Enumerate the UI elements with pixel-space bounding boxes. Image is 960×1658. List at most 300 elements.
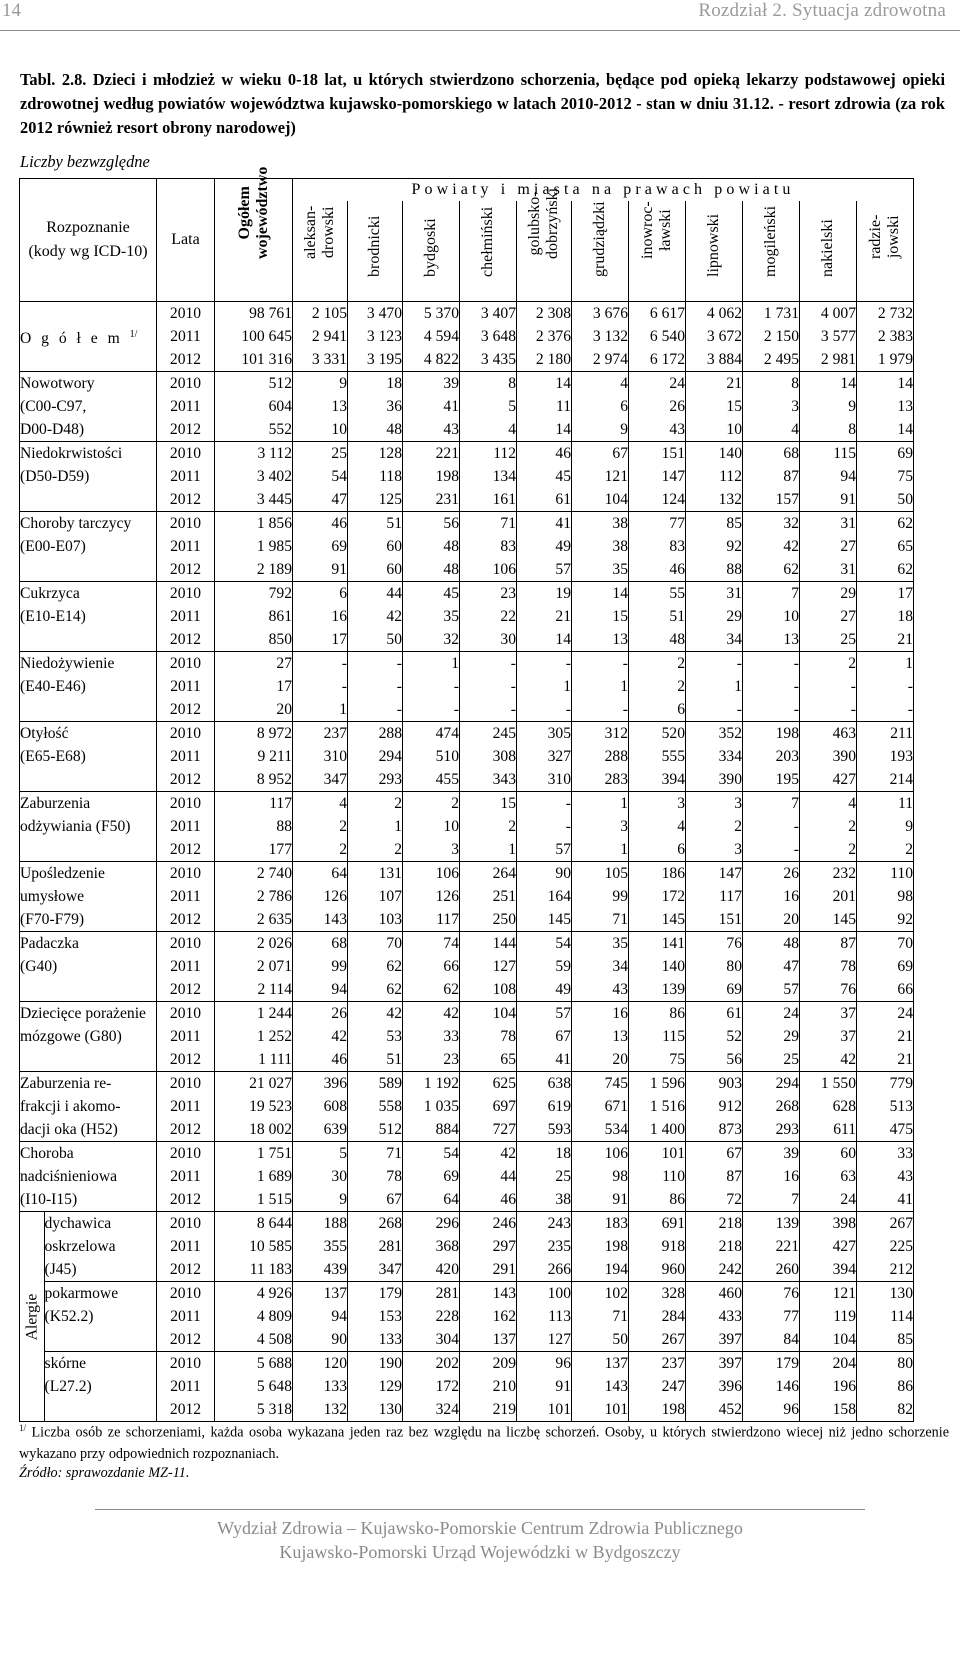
diagnosis-label [20, 442, 157, 512]
district-value-cell: 66 [403, 955, 460, 978]
district-value-cell: 394 [800, 1258, 857, 1282]
district-value-cell: 172 [629, 885, 686, 908]
year-cell: 2010 [157, 1352, 215, 1376]
district-value-cell: 10 [293, 418, 348, 442]
district-value-cell: 39 [403, 372, 460, 396]
district-value-cell: 3 676 [572, 302, 629, 326]
year-cell: 2010 [157, 652, 215, 676]
district-header-label [819, 219, 837, 277]
district-value-cell: 355 [293, 1235, 348, 1258]
district-value-cell: 62 [403, 978, 460, 1002]
district-value-cell: 1 516 [629, 1095, 686, 1118]
district-value-cell: 460 [686, 1282, 743, 1306]
district-header [800, 201, 857, 302]
year-cell: 2011 [157, 395, 215, 418]
total-cell: 10 585 [215, 1235, 293, 1258]
district-header-label [526, 188, 562, 259]
district-value-cell: 35 [572, 558, 629, 582]
diagnosis-label [20, 792, 157, 862]
district-value-cell: 44 [348, 582, 403, 606]
district-value-cell: 190 [348, 1352, 403, 1376]
total-cell: 1 111 [215, 1048, 293, 1072]
diagnosis-label [20, 1072, 157, 1142]
district-value-cell: 129 [348, 1375, 403, 1398]
district-value-cell: 56 [403, 512, 460, 536]
district-header [460, 201, 517, 302]
district-value-cell: - [460, 675, 517, 698]
district-value-cell: 27 [800, 535, 857, 558]
district-value-cell: 2 [629, 675, 686, 698]
district-value-cell: 198 [403, 465, 460, 488]
district-value-cell: 76 [743, 1282, 800, 1306]
district-value-cell: 48 [348, 418, 403, 442]
district-value-cell: 589 [348, 1072, 403, 1096]
year-cell: 2011 [157, 1165, 215, 1188]
district-value-cell: 1 596 [629, 1072, 686, 1096]
district-value-cell: 250 [460, 908, 517, 932]
district-value-cell: 41 [857, 1188, 914, 1212]
district-value-cell: 80 [686, 955, 743, 978]
district-value-cell: 912 [686, 1095, 743, 1118]
district-value-cell: 1 400 [629, 1118, 686, 1142]
total-cell: 4 926 [215, 1282, 293, 1306]
chapter-title: Rozdział 2. Sytuacja zdrowotna [698, 0, 946, 21]
allergies-wrapper [20, 1212, 157, 1422]
district-value-cell: 161 [460, 488, 517, 512]
year-cell: 2010 [157, 722, 215, 746]
district-value-cell: 427 [800, 1235, 857, 1258]
district-value-cell: 2 376 [517, 325, 572, 348]
year-cell: 2010 [157, 862, 215, 886]
total-header [215, 166, 293, 302]
allergy-subgroup-label-line: dychawica [44, 1215, 112, 1232]
district-value-cell: 6 [629, 698, 686, 722]
district-value-cell: 11 [517, 395, 572, 418]
table-row [20, 512, 914, 536]
district-value-cell: - [857, 698, 914, 722]
total-cell: 1 244 [215, 1002, 293, 1026]
district-value-cell: 2 495 [743, 348, 800, 372]
district-value-cell: 31 [800, 558, 857, 582]
year-cell: 2011 [157, 325, 215, 348]
district-value-cell: 78 [460, 1025, 517, 1048]
district-value-cell: 14 [857, 372, 914, 396]
district-value-cell: 347 [348, 1258, 403, 1282]
diagnosis-label-line: Zaburzenia [20, 795, 91, 812]
district-value-cell: 3 [686, 838, 743, 862]
district-value-cell: 884 [403, 1118, 460, 1142]
district-value-cell: 77 [743, 1305, 800, 1328]
district-value-cell: 3 [686, 792, 743, 816]
total-cell: 9 211 [215, 745, 293, 768]
district-value-cell: 512 [348, 1118, 403, 1142]
district-value-cell: 555 [629, 745, 686, 768]
district-value-cell: 3 577 [800, 325, 857, 348]
district-value-cell: 92 [857, 908, 914, 932]
district-value-cell: 104 [460, 1002, 517, 1026]
district-value-cell: 91 [572, 1188, 629, 1212]
district-value-cell: 86 [629, 1002, 686, 1026]
district-value-cell: 218 [686, 1235, 743, 1258]
district-value-cell: 133 [293, 1375, 348, 1398]
district-value-cell: 24 [743, 1002, 800, 1026]
district-value-cell: 75 [629, 1048, 686, 1072]
total-row-footnote-marker: 1/ [129, 328, 138, 340]
year-cell: 2012 [157, 1188, 215, 1212]
district-value-cell: 2 308 [517, 302, 572, 326]
district-value-cell: 19 [517, 582, 572, 606]
district-value-cell: 60 [800, 1142, 857, 1166]
district-value-cell: 2 180 [517, 348, 572, 372]
district-value-cell: - [743, 815, 800, 838]
table-row [20, 862, 914, 886]
district-value-cell: 21 [857, 1048, 914, 1072]
district-value-cell: 4 007 [800, 302, 857, 326]
district-header-label [422, 218, 440, 277]
district-value-cell: 1 731 [743, 302, 800, 326]
district-value-cell: 69 [686, 978, 743, 1002]
data-table [19, 166, 914, 1422]
district-value-cell: 61 [686, 1002, 743, 1026]
district-value-cell: 195 [743, 768, 800, 792]
district-value-cell: 6 172 [629, 348, 686, 372]
district-value-cell: 146 [743, 1375, 800, 1398]
district-value-cell: 390 [686, 768, 743, 792]
district-value-cell: 9 [572, 418, 629, 442]
district-value-cell: - [743, 698, 800, 722]
district-value-cell: 29 [743, 1025, 800, 1048]
district-value-cell: 397 [686, 1352, 743, 1376]
district-value-cell: 66 [857, 978, 914, 1002]
district-value-cell: 13 [857, 395, 914, 418]
district-value-cell: 2 [629, 652, 686, 676]
district-value-cell: 16 [572, 1002, 629, 1026]
district-value-cell: 3 123 [348, 325, 403, 348]
district-value-cell: 324 [403, 1398, 460, 1422]
district-header-line2: dobrzyński [544, 187, 561, 259]
district-value-cell: 2 [460, 815, 517, 838]
district-value-cell: 83 [460, 535, 517, 558]
district-value-cell: 49 [517, 535, 572, 558]
district-value-cell: 204 [800, 1352, 857, 1376]
district-value-cell: 5 [293, 1142, 348, 1166]
district-value-cell: 108 [460, 978, 517, 1002]
district-value-cell: 1 035 [403, 1095, 460, 1118]
district-value-cell: 474 [403, 722, 460, 746]
district-value-cell: 21 [686, 372, 743, 396]
district-value-cell: 47 [293, 488, 348, 512]
district-value-cell: 22 [460, 605, 517, 628]
allergy-subgroup-label-line: (K52.2) [44, 1308, 94, 1325]
district-value-cell: 62 [857, 512, 914, 536]
district-value-cell: 2 105 [293, 302, 348, 326]
total-cell: 20 [215, 698, 293, 722]
district-value-cell: 134 [460, 465, 517, 488]
district-value-cell: 43 [857, 1165, 914, 1188]
district-value-cell: 611 [800, 1118, 857, 1142]
district-value-cell: 127 [460, 955, 517, 978]
diagnosis-label-line: Padaczka [20, 935, 79, 952]
year-cell: 2011 [157, 535, 215, 558]
district-value-cell: 20 [743, 908, 800, 932]
year-cell: 2012 [157, 1398, 215, 1422]
district-value-cell: 17 [857, 582, 914, 606]
district-value-cell: 137 [572, 1352, 629, 1376]
district-value-cell: 1 [460, 838, 517, 862]
district-value-cell: 110 [857, 862, 914, 886]
allergy-subgroup-label-line: (L27.2) [44, 1378, 92, 1395]
total-cell: 1 252 [215, 1025, 293, 1048]
year-cell: 2012 [157, 978, 215, 1002]
district-value-cell: 84 [743, 1328, 800, 1352]
district-value-cell: 103 [348, 908, 403, 932]
district-value-cell: 727 [460, 1118, 517, 1142]
total-cell: 604 [215, 395, 293, 418]
district-value-cell: 390 [800, 745, 857, 768]
district-value-cell: 60 [348, 558, 403, 582]
district-value-cell: 281 [403, 1282, 460, 1306]
district-value-cell: 41 [403, 395, 460, 418]
year-cell: 2012 [157, 698, 215, 722]
district-header-label [639, 201, 675, 259]
district-value-cell: 24 [629, 372, 686, 396]
district-value-cell: 126 [293, 885, 348, 908]
district-value-cell: 54 [293, 465, 348, 488]
district-value-cell: 691 [629, 1212, 686, 1236]
district-value-cell: 288 [572, 745, 629, 768]
year-cell: 2011 [157, 1305, 215, 1328]
district-value-cell: 137 [460, 1328, 517, 1352]
district-value-cell: 420 [403, 1258, 460, 1282]
diagnosis-label-line: Choroba [20, 1145, 74, 1162]
district-value-cell: 639 [293, 1118, 348, 1142]
district-value-cell: 10 [686, 418, 743, 442]
district-value-cell: 115 [629, 1025, 686, 1048]
table-row [20, 792, 914, 816]
district-value-cell: 43 [403, 418, 460, 442]
allergy-subgroup-label-line: skórne [44, 1355, 87, 1372]
header-rule [0, 30, 960, 31]
district-value-cell: 140 [686, 442, 743, 466]
total-cell: 5 648 [215, 1375, 293, 1398]
district-value-cell: 8 [460, 372, 517, 396]
total-cell: 2 740 [215, 862, 293, 886]
district-value-cell: 157 [743, 488, 800, 512]
district-value-cell: 228 [403, 1305, 460, 1328]
district-value-cell: 9 [857, 815, 914, 838]
page-header [0, 0, 960, 28]
diagnosis-label-line: Choroby tarczycy [20, 515, 132, 532]
district-value-cell: 4 [460, 418, 517, 442]
district-value-cell: 231 [403, 488, 460, 512]
district-value-cell: 69 [403, 1165, 460, 1188]
total-cell: 850 [215, 628, 293, 652]
district-value-cell: 18 [857, 605, 914, 628]
district-value-cell: 1 [857, 652, 914, 676]
district-value-cell: 619 [517, 1095, 572, 1118]
district-value-cell: 70 [348, 932, 403, 956]
diagnosis-label-line: Cukrzyca [20, 585, 80, 602]
district-value-cell: 671 [572, 1095, 629, 1118]
district-value-cell: 1 192 [403, 1072, 460, 1096]
total-cell: 2 189 [215, 558, 293, 582]
diagnosis-label-line: Niedożywienie [20, 655, 115, 672]
diagnosis-label-line: (C00-C97, [20, 398, 87, 415]
district-header-line1: aleksan- [302, 205, 319, 259]
diagnosis-label-line: Upośledzenie [20, 865, 105, 882]
district-value-cell: 439 [293, 1258, 348, 1282]
district-header-line1: mogileński [762, 205, 779, 277]
district-value-cell: 308 [460, 745, 517, 768]
district-value-cell: 110 [629, 1165, 686, 1188]
table-row [20, 442, 914, 466]
district-value-cell: 125 [348, 488, 403, 512]
district-value-cell: 104 [572, 488, 629, 512]
district-value-cell: 510 [403, 745, 460, 768]
district-value-cell: 128 [348, 442, 403, 466]
district-header-line2: ławski [657, 209, 674, 252]
district-value-cell: 25 [293, 442, 348, 466]
year-cell: 2010 [157, 582, 215, 606]
total-cell: 1 515 [215, 1188, 293, 1212]
district-value-cell: 71 [460, 512, 517, 536]
district-value-cell: 9 [800, 395, 857, 418]
district-value-cell: 14 [517, 418, 572, 442]
district-value-cell: 87 [743, 465, 800, 488]
district-value-cell: 2 [800, 815, 857, 838]
district-value-cell: 396 [293, 1072, 348, 1096]
district-value-cell: 101 [572, 1398, 629, 1422]
district-value-cell: 64 [403, 1188, 460, 1212]
district-value-cell: 24 [800, 1188, 857, 1212]
diagnosis-label [20, 652, 157, 722]
district-value-cell: 29 [800, 582, 857, 606]
district-value-cell: 13 [743, 628, 800, 652]
district-value-cell: 214 [857, 768, 914, 792]
district-value-cell: 42 [403, 1002, 460, 1026]
district-value-cell: 34 [572, 955, 629, 978]
year-cell: 2010 [157, 792, 215, 816]
allergy-subgroup-label-line: pokarmowe [44, 1285, 119, 1302]
district-value-cell: 310 [293, 745, 348, 768]
district-header-line1: inowroc- [639, 201, 656, 259]
district-value-cell: 212 [857, 1258, 914, 1282]
district-value-cell: 65 [857, 535, 914, 558]
district-value-cell: 118 [348, 465, 403, 488]
district-value-cell: 3 884 [686, 348, 743, 372]
district-value-cell: 88 [686, 558, 743, 582]
district-value-cell: 60 [348, 535, 403, 558]
total-cell: 4 809 [215, 1305, 293, 1328]
district-value-cell: 51 [348, 1048, 403, 1072]
diagnosis-label-line: (I10-I15) [20, 1191, 78, 1208]
district-value-cell: 2 [293, 838, 348, 862]
year-cell: 2011 [157, 1235, 215, 1258]
districts-header: Powiaty i miasta na prawach powiatu [293, 179, 914, 202]
district-value-cell: 99 [293, 955, 348, 978]
district-value-cell: 20 [572, 1048, 629, 1072]
district-value-cell: 1 [348, 815, 403, 838]
district-value-cell: 48 [403, 535, 460, 558]
district-value-cell: 608 [293, 1095, 348, 1118]
diagnosis-label-line: Niedokrwistości [20, 445, 123, 462]
district-value-cell: 14 [572, 582, 629, 606]
total-cell: 8 972 [215, 722, 293, 746]
district-value-cell: 6 540 [629, 325, 686, 348]
total-cell: 1 751 [215, 1142, 293, 1166]
district-value-cell: 87 [800, 932, 857, 956]
district-value-cell: 296 [403, 1212, 460, 1236]
district-value-cell: 7 [743, 582, 800, 606]
district-value-cell: 7 [743, 792, 800, 816]
district-value-cell: 120 [293, 1352, 348, 1376]
district-value-cell: - [800, 675, 857, 698]
district-value-cell: - [686, 698, 743, 722]
district-value-cell: 106 [572, 1142, 629, 1166]
total-row-label [20, 302, 157, 372]
year-cell: 2010 [157, 1142, 215, 1166]
district-header [572, 201, 629, 302]
district-value-cell: 3 195 [348, 348, 403, 372]
district-value-cell: 3 435 [460, 348, 517, 372]
district-value-cell: 284 [629, 1305, 686, 1328]
district-value-cell: 8 [743, 372, 800, 396]
total-cell: 117 [215, 792, 293, 816]
district-value-cell: 3 331 [293, 348, 348, 372]
district-value-cell: 124 [629, 488, 686, 512]
district-value-cell: 42 [348, 605, 403, 628]
district-header-line2: drowski [320, 206, 337, 259]
district-value-cell: 42 [800, 1048, 857, 1072]
district-value-cell: 1 [572, 838, 629, 862]
year-cell: 2011 [157, 1025, 215, 1048]
district-value-cell: 218 [686, 1212, 743, 1236]
table-row [20, 582, 914, 606]
district-value-cell: 1 [403, 652, 460, 676]
year-cell: 2011 [157, 1375, 215, 1398]
district-value-cell: 41 [517, 512, 572, 536]
district-value-cell: 57 [517, 558, 572, 582]
district-value-cell: 237 [629, 1352, 686, 1376]
district-value-cell: 105 [572, 862, 629, 886]
district-value-cell: 158 [800, 1398, 857, 1422]
district-value-cell: 2 [403, 792, 460, 816]
district-value-cell: 48 [743, 932, 800, 956]
district-value-cell: 13 [293, 395, 348, 418]
district-value-cell: 38 [572, 535, 629, 558]
district-value-cell: 70 [857, 932, 914, 956]
allergies-vertical-cell [20, 1212, 44, 1421]
year-cell: 2012 [157, 768, 215, 792]
district-value-cell: 196 [800, 1375, 857, 1398]
district-value-cell: 147 [686, 862, 743, 886]
district-value-cell: 198 [572, 1235, 629, 1258]
district-value-cell: 4 594 [403, 325, 460, 348]
district-value-cell: 50 [572, 1328, 629, 1352]
total-cell: 3 112 [215, 442, 293, 466]
district-value-cell: 117 [686, 885, 743, 908]
diagnosis-label-line: Otyłość [20, 725, 69, 742]
district-value-cell: 593 [517, 1118, 572, 1142]
district-value-cell: 1 [686, 675, 743, 698]
district-value-cell: 9 [293, 1188, 348, 1212]
diagnosis-label-line: Nowotwory [20, 375, 95, 392]
district-value-cell: 347 [293, 768, 348, 792]
district-value-cell: 1 [572, 792, 629, 816]
district-value-cell: 520 [629, 722, 686, 746]
table-row [20, 722, 914, 746]
district-value-cell: 1 550 [800, 1072, 857, 1096]
